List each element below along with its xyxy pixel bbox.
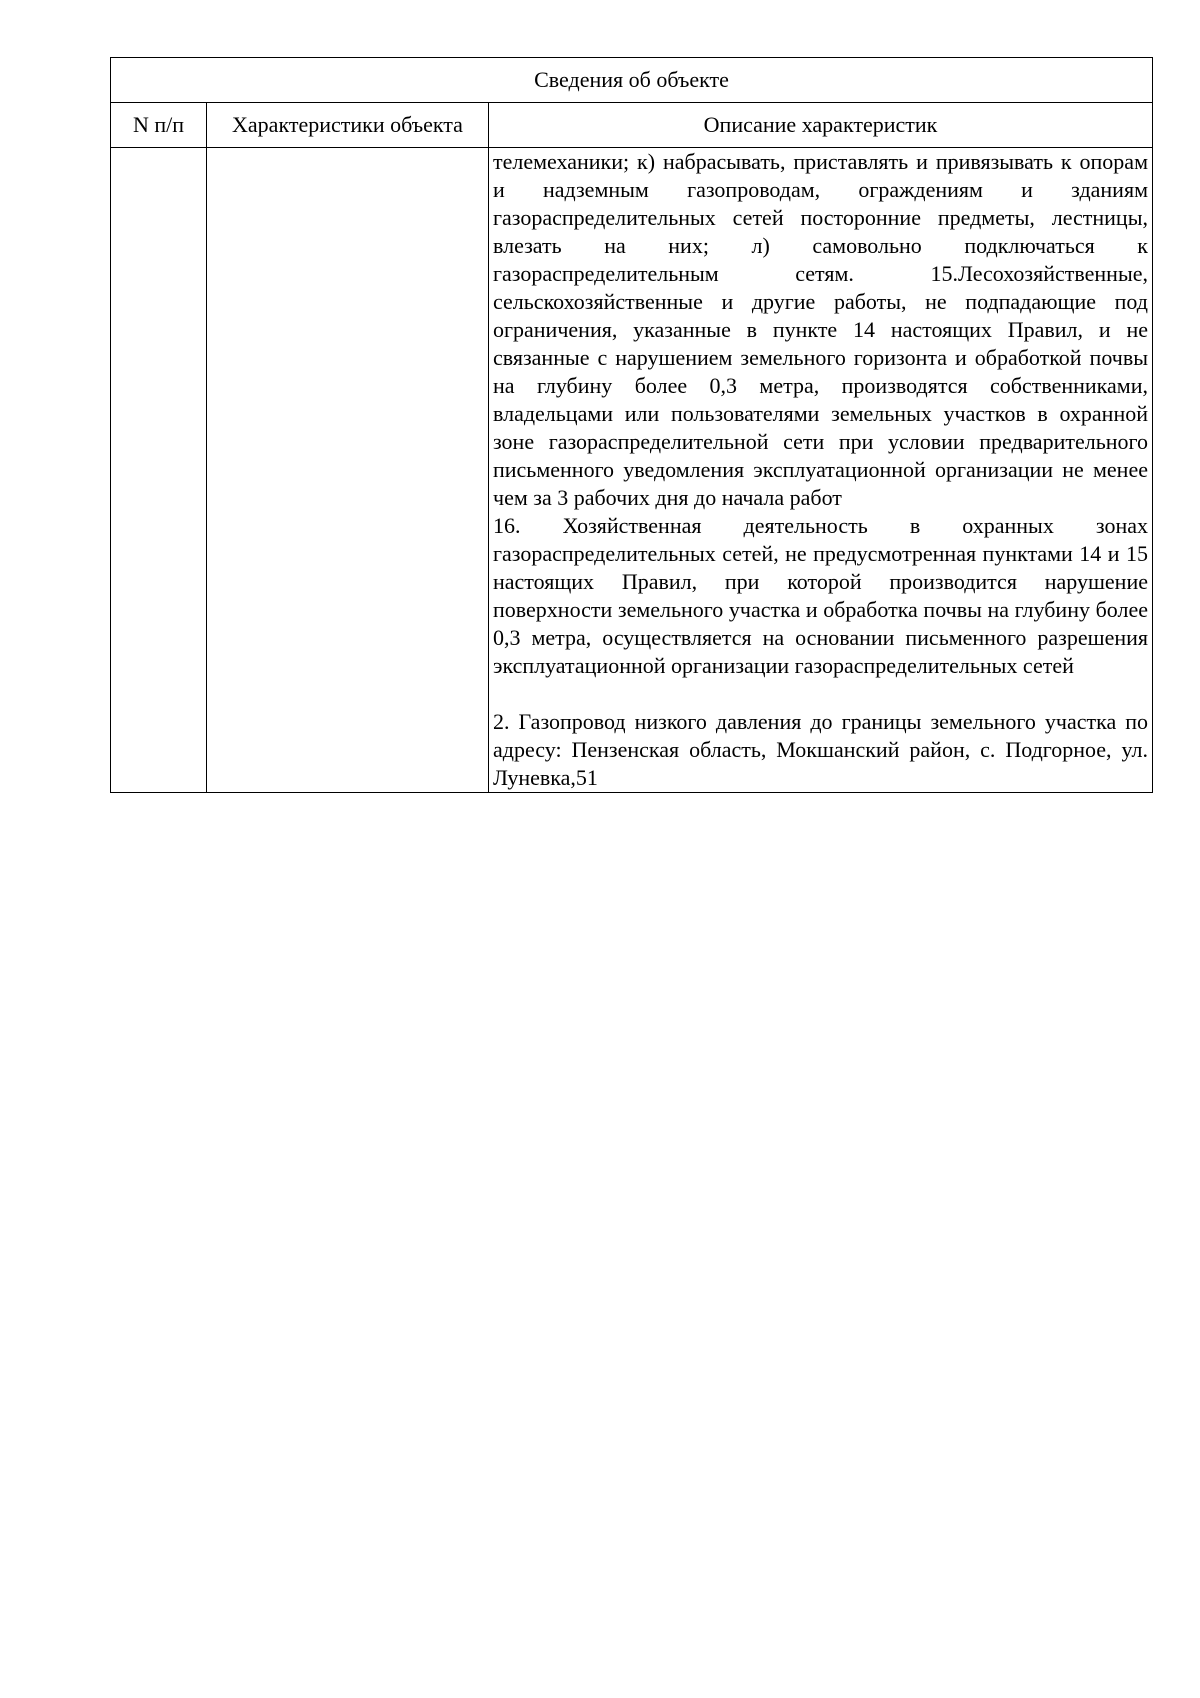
row-description-cell bbox=[489, 148, 1153, 793]
description-paragraph-3: 2. Газопровод низкого давления до границы земельного участка по адресу: Пензенская область, Мокшанский район, с. Подгорное, ул. Луневка,51 bbox=[493, 709, 1148, 790]
column-header-number: N п/п bbox=[111, 103, 207, 148]
object-info-table bbox=[110, 57, 1153, 793]
column-header-row bbox=[111, 103, 1153, 148]
description-text bbox=[493, 148, 1148, 792]
table-row bbox=[111, 148, 1153, 793]
paragraph-spacer bbox=[493, 680, 1148, 708]
row-number-cell bbox=[111, 148, 207, 793]
column-header-description: Описание характеристик bbox=[489, 103, 1153, 148]
description-paragraph-1: телемеханики; к) набрасывать, приставлять и привязывать к опорам и надземным газопроводам, ограждениям и зданиям газораспределительных сетей посторонние предметы, лестницы, влезать на них; л) самовольно подключаться к газораспределительным сетям. 15.Лесохозяйственные, сельскохозяйственные и другие работы, не подпадающие под ограничения, указанные в пункте 14 настоящих Правил, и не связанные с нарушением земельного горизонта и обработкой почвы на глубину более 0,3 метра, производятся собственниками, владельцами или пользователями земельных участков в охранной зоне газораспределительной сети при условии предварительного письменного уведомления эксплуатационной организации не менее чем за 3 рабочих дня до начала работ bbox=[493, 149, 1148, 510]
table-title-row bbox=[111, 58, 1153, 103]
description-paragraph-2: 16. Хозяйственная деятельность в охранных зонах газораспределительных сетей, не предусмотренная пунктами 14 и 15 настоящих Правил, при которой производится нарушение поверхности земельного участка и обработка почвы на глубину более 0,3 метра, осуществляется на основании письменного разрешения эксплуатационной организации газораспределительных сетей bbox=[493, 513, 1148, 678]
column-header-characteristics: Характеристики объекта bbox=[207, 103, 489, 148]
row-characteristics-cell bbox=[207, 148, 489, 793]
table-title: Сведения об объекте bbox=[111, 58, 1153, 103]
